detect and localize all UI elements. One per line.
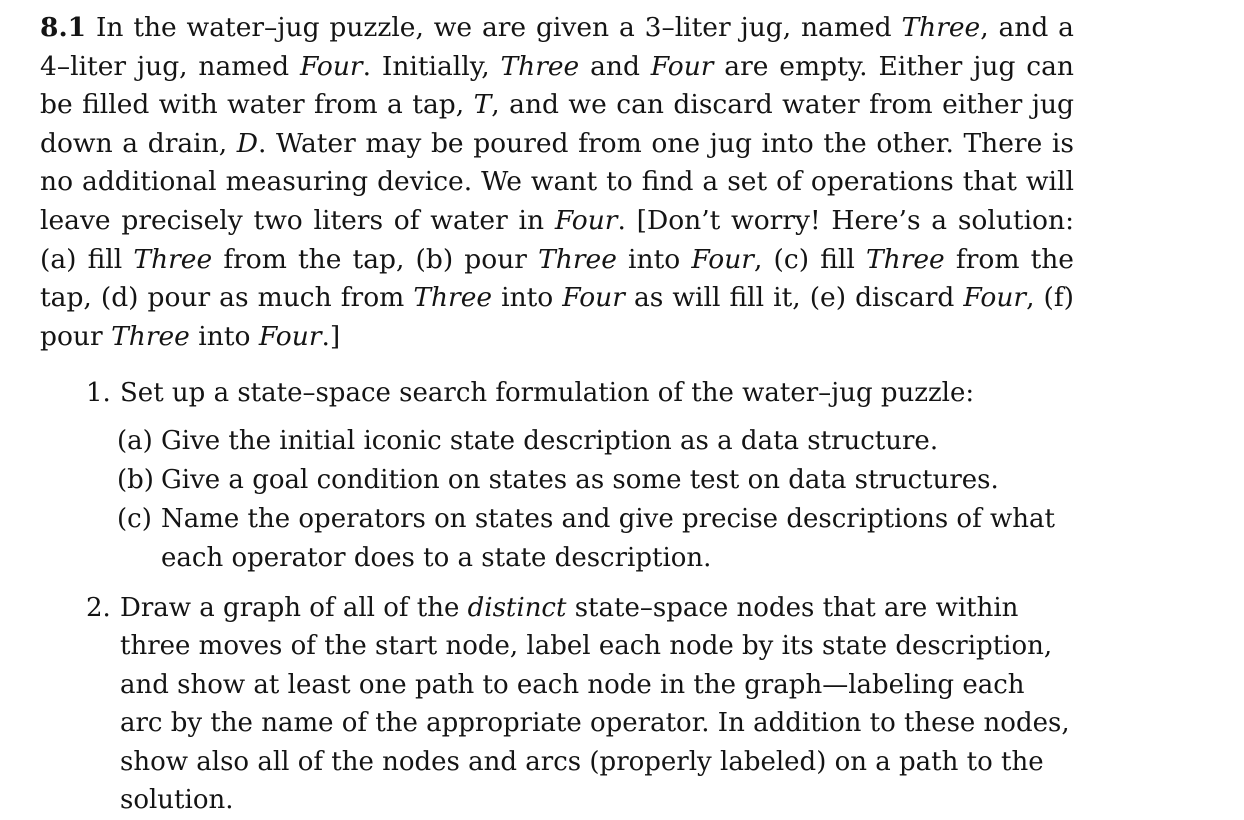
text-run: , and a 4–liter jug, named	[40, 12, 1074, 82]
problem-intro-text	[40, 12, 1074, 352]
italic-term: Four	[562, 282, 625, 313]
subquestion-text: Name the operators on states and give precise descriptions of what each operator does to a state description.	[161, 504, 1055, 573]
italic-term: Three	[901, 12, 980, 43]
question-text	[120, 593, 1070, 816]
subquestion-label: (b)	[117, 461, 154, 500]
text-run: , (c) fill	[754, 244, 866, 275]
italic-term: Four	[963, 282, 1026, 313]
italic-term: Three	[866, 244, 945, 275]
text-run: are empty. Either jug can be filled with water from a tap,	[40, 51, 1074, 121]
problem-statement	[40, 9, 1074, 356]
italic-term: Three	[413, 282, 492, 313]
text-run: . Initially,	[363, 51, 501, 82]
subquestion-list	[120, 422, 1074, 578]
subquestion-text: Give a goal condition on states as some test on data structures.	[161, 465, 999, 495]
text-run: , and we can discard water from either jug down a drain,	[40, 89, 1074, 159]
text-run: . [Don’t worry! Here’s a solution: (a) fill	[40, 205, 1074, 275]
text-run: into	[617, 244, 691, 275]
text-run: from the tap, (b) pour	[212, 244, 538, 275]
text-run: into	[492, 282, 562, 313]
text-run: .]	[322, 321, 341, 352]
text-run: . Water may be poured from one jug into the other. There is no additional measuring device. We want to find a set of operations that will leave precisely two liters of water in	[40, 128, 1074, 236]
question-text: Set up a state–space search formulation of the water–jug puzzle:	[120, 378, 974, 408]
text-run: , (f) pour	[40, 282, 1074, 352]
text-run: In the water–jug puzzle, we are given a 3–liter jug, named	[86, 12, 901, 43]
italic-term: Four	[651, 51, 714, 82]
problem-number: 8.1	[40, 12, 86, 43]
question-2	[40, 589, 1074, 820]
italic-term: T	[474, 89, 492, 120]
question-number: 2.	[86, 589, 111, 628]
text-run: into	[190, 321, 259, 352]
italic-term: Four	[691, 244, 754, 275]
text-run: and	[579, 51, 651, 82]
italic-term: Four	[259, 321, 322, 352]
subquestion-a	[40, 422, 1074, 461]
italic-term: Three	[538, 244, 617, 275]
italic-term: Four	[555, 205, 618, 236]
subquestion-label: (a)	[117, 422, 153, 461]
italic-term: Three	[111, 321, 190, 352]
text-run: state–space nodes that are within three moves of the start node, label each node by its state description, and show at least one path to each node in the graph—labeling each arc by the name of the appropriate operator. In addition to these nodes, show also all of the nodes and arcs (properly labeled) on a path to the solution.	[120, 593, 1070, 816]
subquestion-c	[40, 500, 1074, 577]
italic-term: D	[237, 128, 258, 159]
text-run: Draw a graph of all of the	[120, 593, 468, 623]
problem-page	[40, 9, 1074, 820]
text-run: from the tap, (d) pour as much from	[40, 244, 1074, 314]
italic-term: Four	[300, 51, 363, 82]
subquestion-b	[40, 461, 1074, 500]
subquestion-text: Give the initial iconic state description as a data structure.	[161, 426, 938, 456]
italic-term: distinct	[468, 593, 567, 623]
question-1	[40, 374, 1074, 577]
question-number: 1.	[86, 374, 111, 413]
italic-term: Three	[500, 51, 579, 82]
subquestion-label: (c)	[117, 500, 152, 539]
question-list	[40, 374, 1074, 820]
text-run: as will fill it, (e) discard	[625, 282, 964, 313]
italic-term: Three	[133, 244, 212, 275]
